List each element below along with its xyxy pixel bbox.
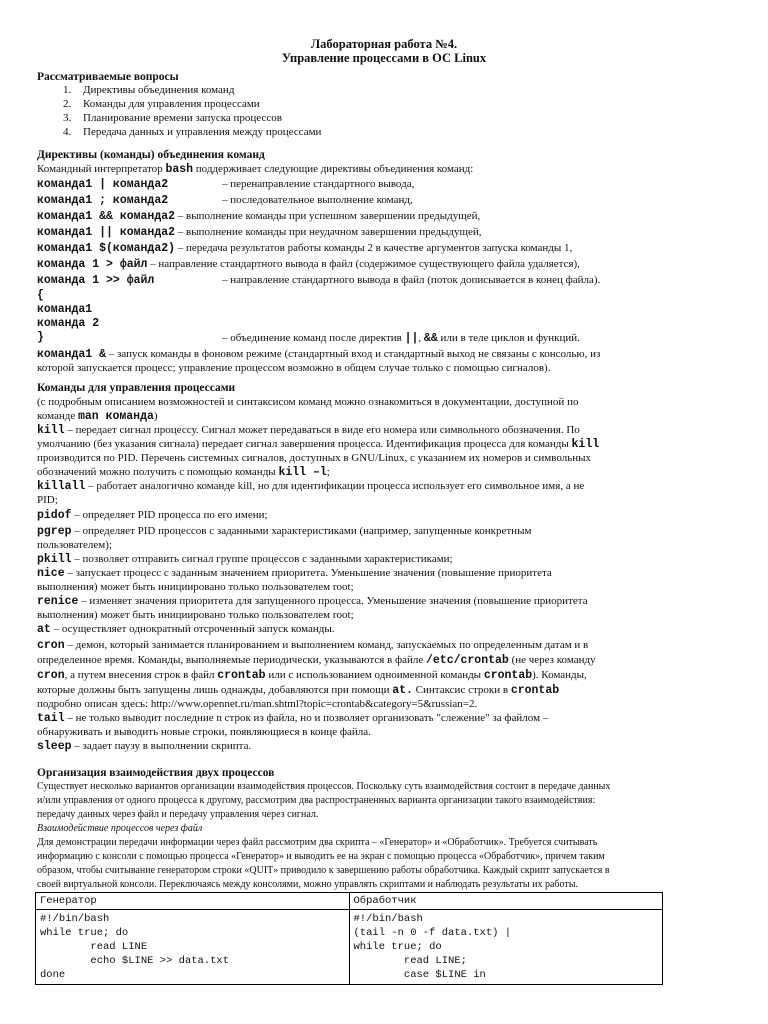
pgrep-desc-line2: пользователем); xyxy=(37,539,112,551)
question-text: Передача данных и управления между процессами xyxy=(83,126,322,138)
commands-intro-line2: команде man команда) xyxy=(37,410,158,423)
pgrep-desc-line1: pgrep – определяет PID процессов с заданными характеристиками (например, запущенные конкретным xyxy=(37,525,532,538)
directives-heading: Директивы (команды) объединения команд xyxy=(37,149,265,161)
command-code: sleep xyxy=(37,740,72,753)
background-directive-cont: которой запускается процесс; управление процессом возможно в общем случае только с помощью сигналов). xyxy=(37,362,551,374)
kill-desc-line3: производится по PID. Перечень системных сигналов, доступных в GNU/Linux, с указанием их номеров и символьных xyxy=(37,452,592,464)
question-text: Команды для управления процессами xyxy=(83,98,260,110)
inline-code: || xyxy=(404,332,419,345)
tail-desc-line1: tail – не только выводит последние n строк из файла, но и позволяет организовать "слежение" за файлом – xyxy=(37,712,549,725)
command-code: pidof xyxy=(37,509,72,522)
doc-title-line2: Управление процессами в ОС Linux xyxy=(281,51,487,65)
inline-code: && xyxy=(423,332,438,345)
kill-desc-line2: умолчанию (без указания сигнала) передает сигнал завершения процесса. Идентификация процесса для команды kill xyxy=(37,438,600,451)
question-number: 2. xyxy=(63,98,72,110)
interaction-line1: Существует несколько вариантов организации взаимодействия процессов. Поскольку суть взаимодействия состоит в передаче данных xyxy=(37,781,611,792)
question-number: 3. xyxy=(63,112,72,124)
handler-code: #!/bin/bash (tail -n 0 -f data.txt) | while true; do read LINE; case $LINE in xyxy=(353,913,512,981)
interaction-para-line4: своей виртуальной консоли. Переключаясь между консолями, можно управлять скриптами и наблюдать результаты их работы. xyxy=(37,879,578,890)
directive-code: команда 1 >> файл xyxy=(37,274,155,287)
question-text: Планирование времени запуска процессов xyxy=(83,112,282,124)
question-number: 1. xyxy=(63,84,72,96)
renice-desc-line1: renice – изменяет значения приоритета для запущенного процесса. Уменьшение значения (повышение приоритета xyxy=(37,595,588,608)
kill-desc-line4: обозначений можно получить с помощью команды kill –l; xyxy=(37,466,330,479)
inline-code: at. xyxy=(392,684,413,697)
brace-line1: команда1 xyxy=(37,303,93,316)
generator-code: #!/bin/bash while true; do read LINE echo $LINE >> data.txt done xyxy=(40,913,230,981)
interaction-subheading: Взаимодействие процессов через файл xyxy=(37,823,203,834)
interaction-heading: Организация взаимодействия двух процессов xyxy=(37,767,275,779)
inline-code: kill –l xyxy=(278,466,327,479)
directive-code: команда1 $(команда2) xyxy=(37,242,176,255)
command-code: kill xyxy=(37,424,65,437)
sleep-desc: sleep – задает паузу в выполнении скрипта. xyxy=(37,740,252,753)
cron-desc-line1: cron – демон, который занимается планированием и выполнением команд, запускаемых по определенным датам и в xyxy=(37,639,589,652)
directive-code: команда1 | команда2 xyxy=(37,178,169,191)
generator-header: Генератор xyxy=(36,893,350,910)
cron-desc-line5: подробно описан здесь: http://www.opennet.ru/man.shtml?topic=crontab&category=5&russian=2. xyxy=(37,698,478,710)
doc-title-line1: Лабораторная работа №4. xyxy=(310,37,458,51)
inline-code: man команда xyxy=(77,410,154,423)
interaction-line2: и/или управления от одного процесса к другому, рассмотрим два распространенных варианта организации такого взаимодействия: xyxy=(37,795,596,806)
question-item xyxy=(63,98,260,110)
command-code: killall xyxy=(37,480,86,493)
at-desc: at – осуществляет однократный отсроченный запуск команды. xyxy=(37,623,335,636)
command-code: renice xyxy=(37,595,79,608)
directive-row xyxy=(37,241,572,256)
inline-code: crontab xyxy=(510,684,560,697)
generator-cell xyxy=(36,910,350,985)
killall-desc-line1: killall – работает аналогично команде kill, но для идентификации процесса использует его символьное имя, а не xyxy=(37,480,585,493)
pkill-desc: pkill – позволяет отправить сигнал группе процессов с заданными характеристиками; xyxy=(37,553,453,566)
interaction-line3: передачу данных через файл и передачу управления через сигнал. xyxy=(37,809,319,820)
directive-row xyxy=(37,273,154,288)
directive-desc: – передача результатов работы команды 2 в качестве аргументов запуска команды 1, xyxy=(177,242,573,254)
commands-intro-line1: (с подробным описанием возможностей и синтаксисом команд можно ознакомиться в документации, доступной по xyxy=(37,396,579,408)
tail-desc-line2: обнаруживать и выводить новые строки, появляющиеся в конце файла. xyxy=(37,726,371,738)
question-text: Директивы объединения команд xyxy=(83,84,235,96)
directive-desc: – выполнение команды при неудачном завершении предыдущей, xyxy=(177,226,482,238)
question-item xyxy=(63,126,321,138)
handler-header: Обработчик xyxy=(349,893,663,910)
command-code: pgrep xyxy=(37,525,72,538)
directive-code: команда1 & xyxy=(37,348,107,361)
commands-heading: Команды для управления процессами xyxy=(37,382,236,394)
directive-row xyxy=(37,257,580,272)
directive-code: команда1 ; команда2 xyxy=(37,194,169,207)
command-code: pkill xyxy=(37,553,72,566)
pidof-desc: pidof – определяет PID процесса по его имени; xyxy=(37,509,268,522)
directive-row xyxy=(37,225,481,240)
command-code: nice xyxy=(37,567,65,580)
command-code: at xyxy=(37,623,51,636)
directive-row xyxy=(37,193,168,208)
directive-desc: – последовательное выполнение команд, xyxy=(222,194,413,206)
question-item xyxy=(63,84,234,96)
directive-desc: – перенаправление стандартного вывода, xyxy=(222,178,415,190)
brace-open: { xyxy=(37,289,44,302)
command-code: tail xyxy=(37,712,65,725)
directive-row xyxy=(37,177,168,192)
directive-code: команда 1 > файл xyxy=(37,258,148,271)
interaction-para-line3: образом, чтобы считывание генератором строки «QUIT» приводило к завершению работы обработчика. Каждый скрипт запускается в xyxy=(37,865,610,876)
question-item xyxy=(63,112,282,124)
directive-desc: – направление стандартного вывода в файл (поток дописывается в конец файла). xyxy=(222,274,601,286)
killall-desc-line2: PID; xyxy=(37,494,58,506)
questions-heading: Рассматриваемые вопросы xyxy=(37,71,179,83)
brace-close: } xyxy=(37,331,44,344)
cron-desc-line2: определенное время. Команды, выполняемые периодически, указываются в файле /etc/crontab (не через команду xyxy=(37,654,596,667)
interaction-para-line1: Для демонстрации передачи информации через файл рассмотрим два скрипта – «Генератор» и «Обработчик». Требуется считывать xyxy=(37,837,598,848)
directive-code: команда1 || команда2 xyxy=(37,226,176,239)
kill-desc-line1: kill – передает сигнал процессу. Сигнал может передаваться в виде его номера или символьного обозначения. По xyxy=(37,424,580,437)
directives-intro: Командный интерпретатор bash поддерживает следующие директивы объединения команд: xyxy=(37,163,474,176)
directive-desc: – направление стандартного вывода в файл (содержимое существующего файла удаляется), xyxy=(150,258,580,270)
command-code: cron xyxy=(37,639,65,652)
handler-cell xyxy=(349,910,663,985)
renice-desc-line2: выполнения) может быть инициировано только пользователем root; xyxy=(37,609,354,621)
inline-code: /etc/crontab xyxy=(425,654,509,667)
interaction-para-line2: информацию с консоли с помощью процесса «Генератор» и выводить ее на экран с помощью процесса «Обработчик», причем таким xyxy=(37,851,605,862)
question-number: 4. xyxy=(63,126,72,138)
directive-row xyxy=(37,209,480,224)
inline-code: bash xyxy=(165,163,194,176)
directive-code: команда1 && команда2 xyxy=(37,210,176,223)
inline-code: cron xyxy=(37,669,65,682)
directive-desc: – выполнение команды при успешном завершении предыдущей, xyxy=(177,210,481,222)
inline-code: crontab xyxy=(483,669,533,682)
background-directive: команда1 & – запуск команды в фоновом режиме (стандартный вход и стандартный выход не связаны с консолью, из xyxy=(37,348,601,361)
cron-desc-line4: которые должны быть запущены лишь однажды, добавляются при помощи at. Синтаксис строки в crontab xyxy=(37,684,560,697)
nice-desc-line1: nice – запускает процесс с заданным значением приоритета. Уменьшение значения (повышение приоритета xyxy=(37,567,552,580)
brace-line2: команда 2 xyxy=(37,317,100,330)
inline-code: crontab xyxy=(217,669,266,682)
cron-desc-line3: cron, а путем внесения строк в файл crontab или с использованием одноименной команды crontab). Команды, xyxy=(37,669,587,682)
inline-code: kill xyxy=(571,438,600,451)
nice-desc-line2: выполнения) может быть инициировано только пользователем root; xyxy=(37,581,354,593)
scripts-table xyxy=(35,892,663,985)
brace-desc: – объединение команд после директив ||, && или в теле циклов и функций. xyxy=(222,332,580,345)
